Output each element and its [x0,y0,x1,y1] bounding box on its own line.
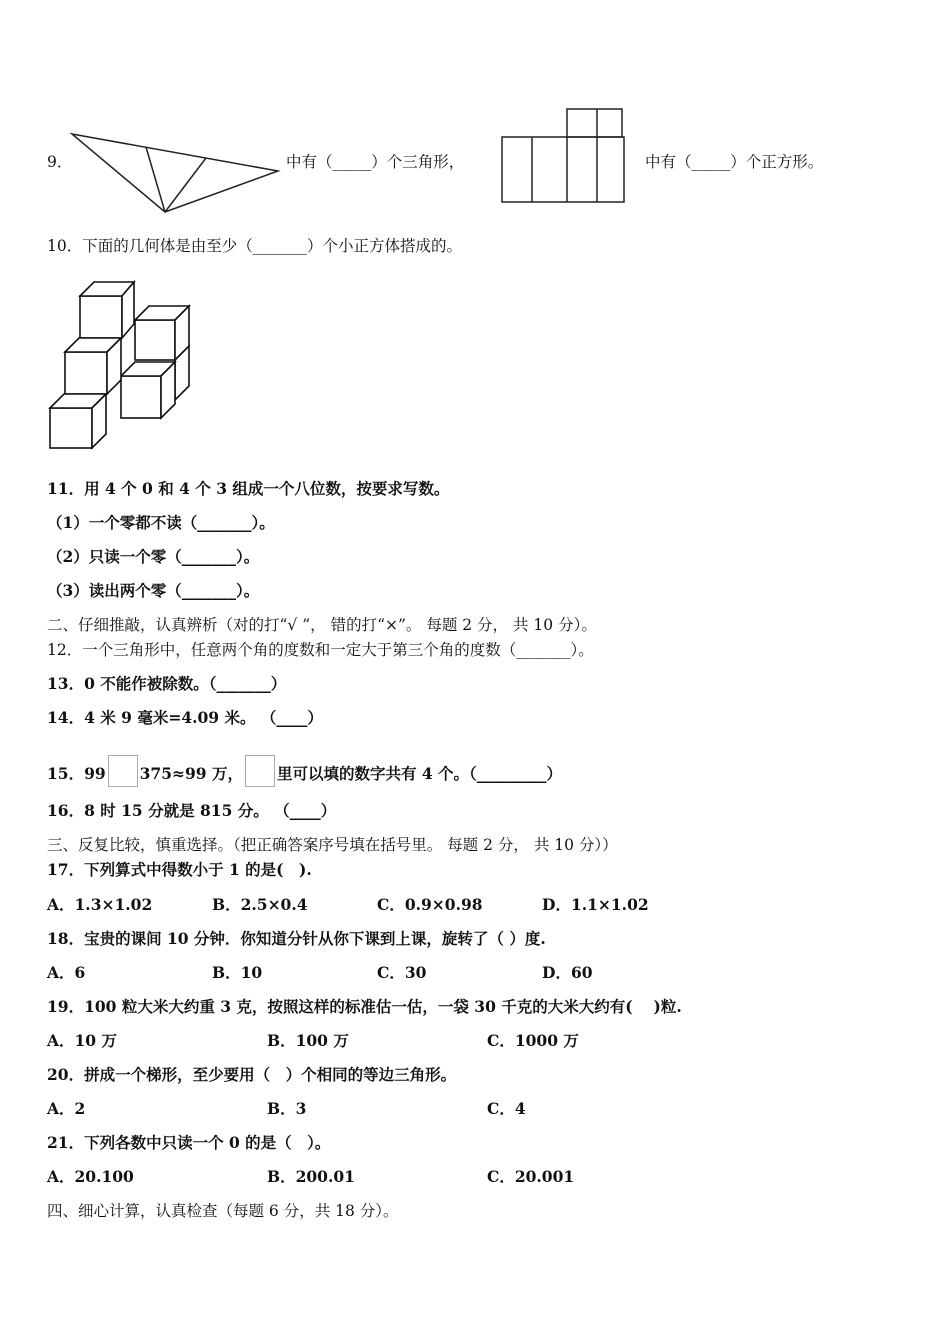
section4-title: 四、细心计算，认真检查（每题 6 分，共 18 分）。 [47,1202,399,1220]
q15-part2: 375≈99 万， [139,764,243,783]
q15-part1: 15．99 [47,764,106,783]
q17-question: 17．下列算式中得数小于 1 的是( ). [47,860,312,879]
q17-option-a: A．1.3×1.02 [47,895,153,914]
q11-sub2: （2）只读一个零（_______）。 [47,547,260,566]
q18-question: 18．宝贵的课间 10 分钟．你知道分针从你下课到上课，旋转了（ ）度. [47,929,546,948]
q11-question: 11．用 4 个 0 和 4 个 3 组成一个八位数，按要求写数。 [47,479,450,498]
q18-option-b: B．10 [212,963,263,982]
q20-option-c: C．4 [487,1099,526,1118]
q21-question: 21．下列各数中只读一个 0 的是（ ）。 [47,1133,331,1152]
q21-option-b: B．200.01 [267,1167,355,1186]
q17-option-c: C．0.9×0.98 [377,895,483,914]
q15-blank-box [108,755,138,787]
q16-question: 16．8 时 15 分就是 815 分。 （____） [47,801,337,820]
q20-option-b: B．3 [267,1099,307,1118]
q13-question: 13．0 不能作被除数。（_______） [47,674,287,693]
q19-option-b: B．100 万 [267,1031,349,1050]
q10-question: 10．下面的几何体是由至少（_______）个小正方体搭成的。 [47,237,462,255]
q14-question: 14．4 米 9 毫米=4.09 米。 （____） [47,708,323,727]
q20-option-a: A．2 [47,1099,86,1118]
q18-option-d: D．60 [542,963,593,982]
q18-option-c: C．30 [377,963,427,982]
q20-question: 20．拼成一个梯形，至少要用（ ）个相同的等边三角形。 [47,1065,457,1084]
section2-title: 二、仔细推敲，认真辨析（对的打“√ ”， 错的打“×”。 每题 2 分， 共 10 分）。 [47,616,597,634]
cubes-figure [48,280,193,452]
q11-sub1: （1）一个零都不读（_______）。 [47,513,275,532]
section3-title: 三、反复比较，慎重选择。（把正确答案序号填在括号里。 每题 2 分， 共 10 分）） [47,836,618,854]
squares-figure [500,107,626,205]
q9-number: 9． [47,153,73,171]
q9-square-question: 中有（_____）个正方形。 [645,153,824,171]
q17-option-b: B．2.5×0.4 [212,895,308,914]
q11-sub3: （3）读出两个零（_______）。 [47,581,260,600]
q19-option-c: C．1000 万 [487,1031,579,1050]
q18-option-a: A．6 [47,963,86,982]
q15-part3: 里可以填的数字共有 4 个。（_________） [276,764,563,783]
q21-option-a: A．20.100 [47,1167,134,1186]
q15-question [47,755,562,787]
q17-option-d: D．1.1×1.02 [542,895,649,914]
q21-option-c: C．20.001 [487,1167,575,1186]
q19-option-a: A．10 万 [47,1031,117,1050]
q15-blank-box-2 [245,755,275,787]
q9-triangle-question: 中有（_____）个三角形， [286,153,465,171]
triangle-figure [70,130,282,216]
q19-question: 19．100 粒大米大约重 3 克，按照这样的标准估一估，一袋 30 千克的大米大约有( )粒. [47,997,682,1016]
q12-question: 12．一个三角形中，任意两个角的度数和一定大于第三个角的度数（_______）。 [47,641,594,659]
